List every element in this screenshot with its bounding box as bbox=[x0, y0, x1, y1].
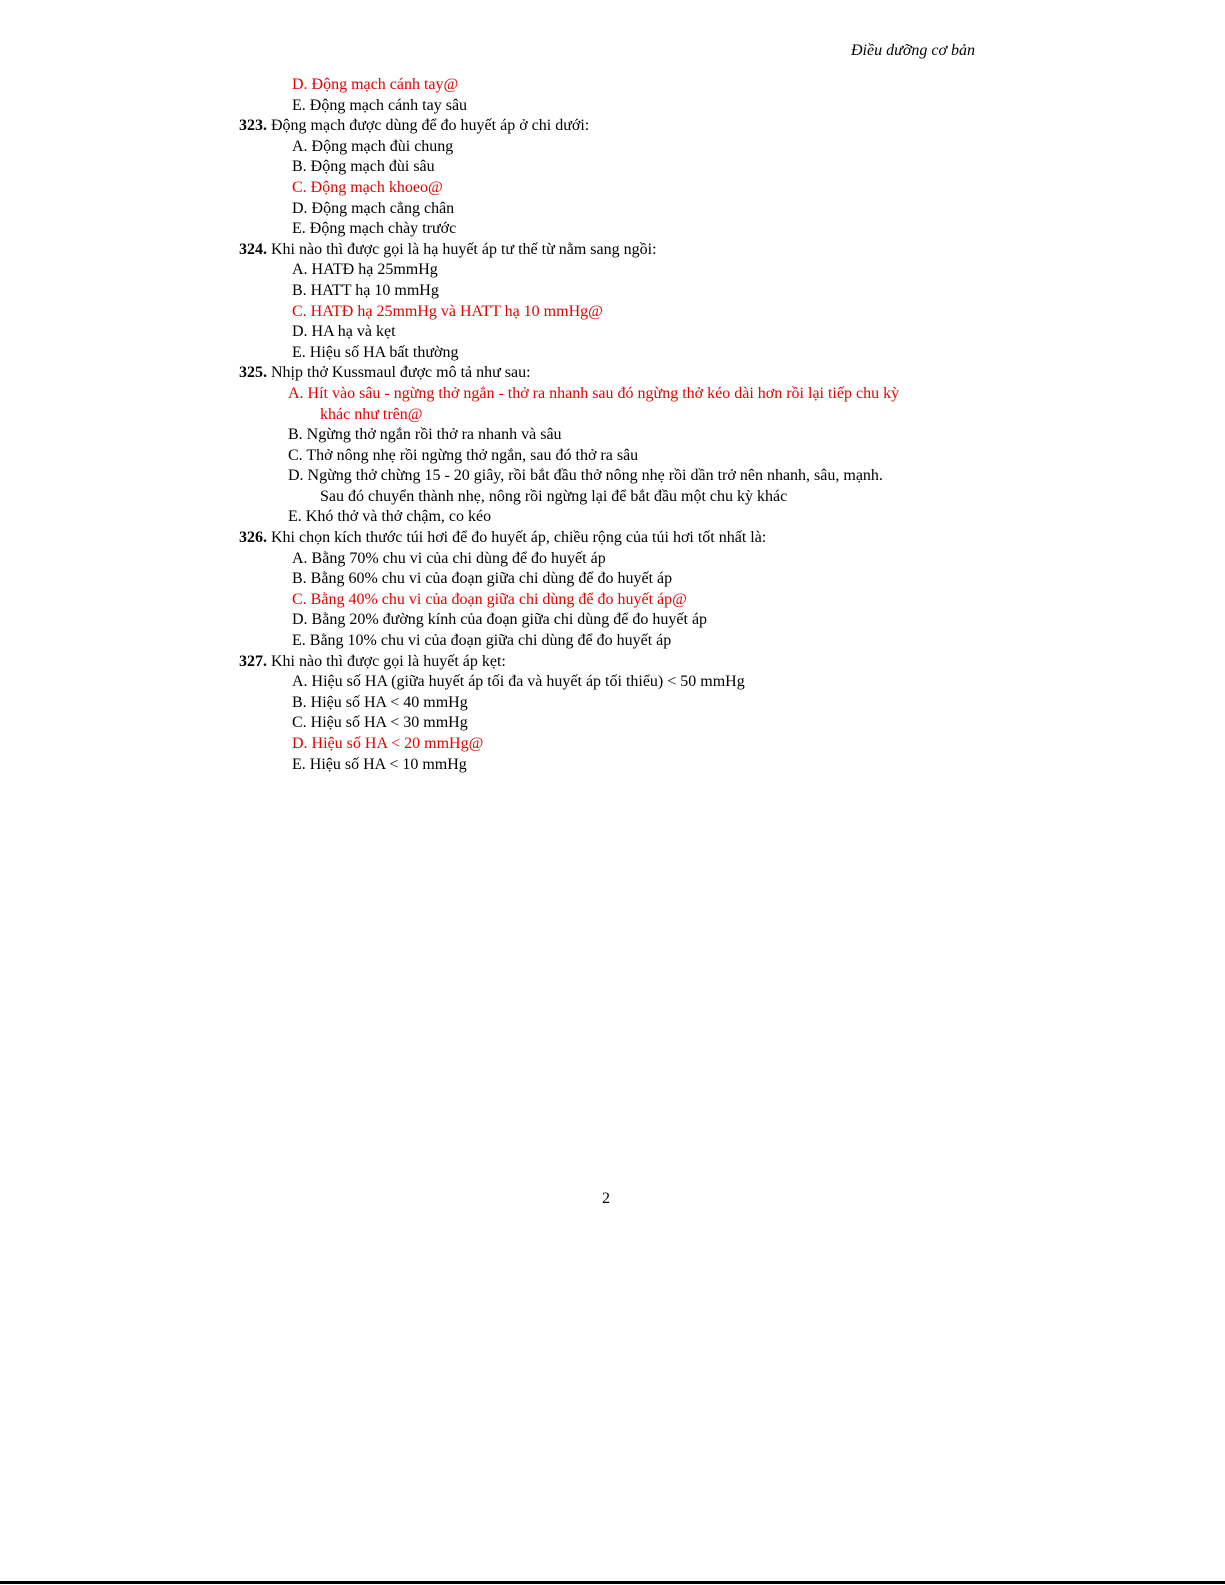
answer-option: D. Ngừng thở chừng 15 - 20 giây, rồi bắt đầu thở nông nhẹ rồi dần trở nên nhanh, sâu, mạnh. bbox=[288, 467, 883, 485]
question-text: Khi nào thì được gọi là huyết áp kẹt: bbox=[267, 652, 506, 670]
answer-option: A. Bằng 70% chu vi của chi dùng để đo huyết áp bbox=[292, 549, 606, 567]
question-stem bbox=[0, 363, 1225, 384]
answer-option-correct: C. Bằng 40% chu vi của đoạn giữa chi dùng để đo huyết áp@ bbox=[292, 590, 687, 608]
question-stem bbox=[0, 528, 1225, 549]
answer-option-correct: A. Hít vào sâu - ngừng thở ngắn - thở ra nhanh sau đó ngừng thở kéo dài hơn rồi lại tiếp chu kỳ bbox=[288, 384, 900, 402]
answer-option: D. HA hạ và kẹt bbox=[292, 323, 396, 341]
answer-option-correct: D. Động mạch cánh tay@ bbox=[292, 76, 459, 93]
question-stem bbox=[0, 652, 1225, 673]
answer-option: C. Hiệu số HA < 30 mmHg bbox=[292, 714, 468, 732]
answer-option: A. Động mạch đùi chung bbox=[292, 137, 454, 155]
answer-option: D. Động mạch cẳng chân bbox=[292, 199, 455, 217]
running-header: Điều dưỡng cơ bản bbox=[850, 42, 975, 59]
question-number: 326. bbox=[239, 529, 267, 547]
question-number: 324. bbox=[239, 240, 267, 258]
answer-option-continuation: khác như trên@ bbox=[320, 405, 423, 423]
answer-option: E. Khó thở và thở chậm, co kéo bbox=[288, 508, 492, 526]
question-text: Nhịp thở Kussmaul được mô tả như sau: bbox=[267, 364, 531, 382]
question-text: Động mạch được dùng để đo huyết áp ở chi dưới: bbox=[267, 117, 590, 135]
answer-option-correct: C. Động mạch khoeo@ bbox=[292, 178, 443, 196]
answer-option: E. Động mạch cánh tay sâu bbox=[292, 96, 468, 114]
answer-option: E. Hiệu số HA < 10 mmHg bbox=[292, 755, 467, 773]
question-stem bbox=[0, 240, 1225, 261]
question-number: 323. bbox=[239, 117, 267, 135]
question-list bbox=[0, 75, 1225, 775]
answer-option: A. HATĐ hạ 25mmHg bbox=[292, 261, 438, 279]
answer-option: D. Bằng 20% đường kính của đoạn giữa chi dùng để đo huyết áp bbox=[292, 611, 708, 629]
answer-option: E. Động mạch chày trước bbox=[292, 220, 457, 238]
answer-option: B. Động mạch đùi sâu bbox=[292, 158, 435, 176]
answer-option: B. Ngừng thở ngắn rồi thở ra nhanh và sâu bbox=[288, 426, 562, 444]
question-stem bbox=[0, 116, 1225, 137]
answer-option: B. Bằng 60% chu vi của đoạn giữa chi dùng để đo huyết áp bbox=[292, 570, 673, 588]
question-number: 325. bbox=[239, 364, 267, 382]
answer-option: A. Hiệu số HA (giữa huyết áp tối đa và huyết áp tối thiểu) < 50 mmHg bbox=[292, 673, 745, 691]
question-text: Khi nào thì được gọi là hạ huyết áp tư thế từ nằm sang ngồi: bbox=[267, 240, 657, 258]
answer-option-correct: C. HATĐ hạ 25mmHg và HATT hạ 10 mmHg@ bbox=[292, 302, 603, 320]
answer-option-correct: D. Hiệu số HA < 20 mmHg@ bbox=[292, 735, 484, 752]
answer-option: E. Bằng 10% chu vi của đoạn giữa chi dùng để đo huyết áp bbox=[292, 632, 672, 650]
answer-option: E. Hiệu số HA bất thường bbox=[292, 343, 459, 361]
answer-option-continuation: Sau đó chuyển thành nhẹ, nông rồi ngừng lại để bắt đầu một chu kỳ khác bbox=[320, 487, 788, 505]
bottom-border bbox=[0, 1581, 1225, 1584]
page-number: 2 bbox=[602, 1190, 610, 1207]
answer-option: B. Hiệu số HA < 40 mmHg bbox=[292, 693, 468, 711]
question-text: Khi chọn kích thước túi hơi để đo huyết áp, chiều rộng của túi hơi tốt nhất là: bbox=[267, 529, 767, 547]
answer-option: C. Thở nông nhẹ rồi ngừng thở ngắn, sau đó thở ra sâu bbox=[288, 446, 639, 464]
answer-option: B. HATT hạ 10 mmHg bbox=[292, 281, 439, 299]
question-number: 327. bbox=[239, 652, 267, 670]
